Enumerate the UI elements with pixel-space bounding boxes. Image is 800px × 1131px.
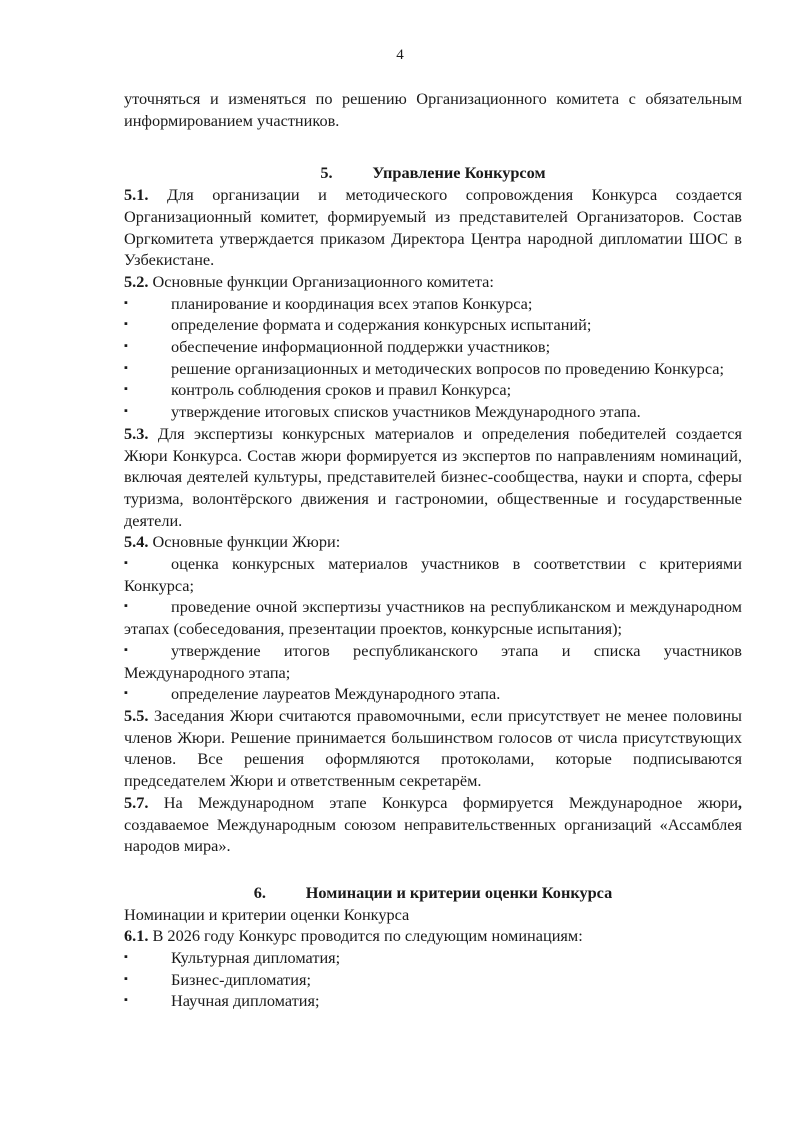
intro-paragraph: уточняться и изменяться по решению Организационного комитета с обязательным информированием участников.	[124, 89, 742, 130]
bullet-icon: ▪	[124, 643, 128, 656]
list-item	[124, 947, 742, 969]
list-item	[124, 358, 742, 380]
paragraph-5-2	[124, 271, 742, 293]
section-6-number: 6.	[253, 882, 266, 902]
clause-text: Для экспертизы конкурсных материалов и определения победителей создается Жюри Конкурса. Состав жюри формируется из экспертов по направлениям номинаций, включая деятелей культуры, представителей бизнес-сообщества, науки и спорта, сферы туризма, волонтёрского движения и гастрономии, общественные и государственные деятели.	[124, 423, 742, 530]
list-item	[124, 293, 742, 315]
list-item	[124, 379, 742, 401]
clause-text: Основные функции Жюри:	[148, 532, 341, 552]
clause-text: В 2026 году Конкурс проводится по следующим номинациям:	[148, 926, 583, 946]
list-item	[124, 314, 742, 336]
clause-text: Заседания Жюри считаются правомочными, если присутствует не менее половины членов Жюри. Решение принимается большинством голосов от числа присутствующих членов. Все решения оформляются протоколами, которые подписываются председателем Жюри и ответственным секретарём.	[124, 705, 742, 791]
bullet-icon: ▪	[124, 994, 128, 1007]
list-item-text: утверждение итоговых списков участников Международного этапа.	[171, 402, 641, 422]
paragraph-5-7	[124, 792, 742, 857]
section-5-title: Управление Конкурсом	[372, 163, 546, 183]
clause-number: 5.7.	[124, 792, 149, 812]
list-item-text: оценка конкурсных материалов участников в соответствии с критериями Конкурса;	[124, 554, 742, 595]
list-item-text: Научная дипломатия;	[171, 991, 320, 1011]
bullet-icon: ▪	[124, 557, 128, 570]
bullet-icon: ▪	[124, 600, 128, 613]
list-item-text: определение формата и содержания конкурсных испытаний;	[171, 315, 592, 335]
paragraph-5-1	[124, 184, 742, 271]
list-item-text: определение лауреатов Международного этапа.	[171, 684, 501, 704]
paragraph-5-5	[124, 705, 742, 792]
bullet-icon: ▪	[124, 340, 128, 353]
clause-number: 5.2.	[124, 271, 149, 291]
clause-number: 6.1.	[124, 926, 149, 946]
document-body	[124, 0, 742, 1012]
list-item	[124, 401, 742, 423]
list-item-text: Культурная дипломатия;	[171, 948, 341, 968]
clause-number: 5.5.	[124, 705, 149, 725]
paragraph-6-1	[124, 925, 742, 947]
list-item	[124, 969, 742, 991]
bullet-icon: ▪	[124, 361, 128, 374]
bullet-icon: ▪	[124, 972, 128, 985]
list-item	[124, 553, 742, 596]
bullet-icon: ▪	[124, 318, 128, 331]
list-item-text: обеспечение информационной поддержки участников;	[171, 337, 551, 357]
page-number: 4	[396, 47, 404, 63]
section-5-number: 5.	[320, 163, 333, 183]
section-6-title: Номинации и критерии оценки Конкурса	[305, 882, 613, 902]
list-item	[124, 336, 742, 358]
bullet-icon: ▪	[124, 383, 128, 396]
clause-number: 5.4.	[124, 532, 149, 552]
list-item-text: решение организационных и методических вопросов по проведению Конкурса;	[171, 358, 724, 378]
list-item-text: планирование и координация всех этапов Конкурса;	[171, 293, 533, 313]
list-item	[124, 640, 742, 683]
section-5-heading	[124, 162, 742, 184]
list-item-text: контроль соблюдения сроков и правил Конкурса;	[171, 380, 512, 400]
clause-text: Для организации и методического сопровождения Конкурса создается Организационный комитет, формируемый из представителей Организаторов. Состав Оргкомитета утверждается приказом Директора Центра народной дипломатии ШОС в Узбекистане.	[124, 185, 742, 270]
clause-text: На Международном этапе Конкурса формируется Международное жюри	[148, 792, 738, 812]
section-6-subtitle: Номинации и критерии оценки Конкурса	[124, 904, 410, 924]
clause-number: 5.1.	[124, 185, 149, 205]
bullet-icon: ▪	[124, 687, 128, 700]
clause-number: 5.3.	[124, 423, 149, 443]
paragraph-5-3	[124, 423, 742, 532]
list-item-text: утверждение итогов республиканского этапа и списка участников Международного этапа;	[124, 640, 742, 682]
bullet-icon: ▪	[124, 296, 128, 309]
list-item-text: Бизнес-дипломатия;	[171, 969, 311, 989]
list-item	[124, 990, 742, 1012]
clause-text: Основные функции Организационного комитета:	[148, 271, 494, 291]
clause-text: создаваемое Международным союзом неправительственных организаций «Ассамблея народов мира».	[124, 814, 742, 856]
section-6-heading	[124, 882, 742, 904]
bullet-icon: ▪	[124, 951, 128, 964]
paragraph-5-4	[124, 531, 742, 553]
bullet-icon: ▪	[124, 405, 128, 418]
bold-comma: ,	[737, 792, 742, 812]
list-item	[124, 683, 742, 705]
list-item-text: проведение очной экспертизы участников на республиканском и международном этапах (собеседования, презентации проектов, конкурсные испытания);	[124, 597, 742, 639]
list-item	[124, 596, 742, 639]
